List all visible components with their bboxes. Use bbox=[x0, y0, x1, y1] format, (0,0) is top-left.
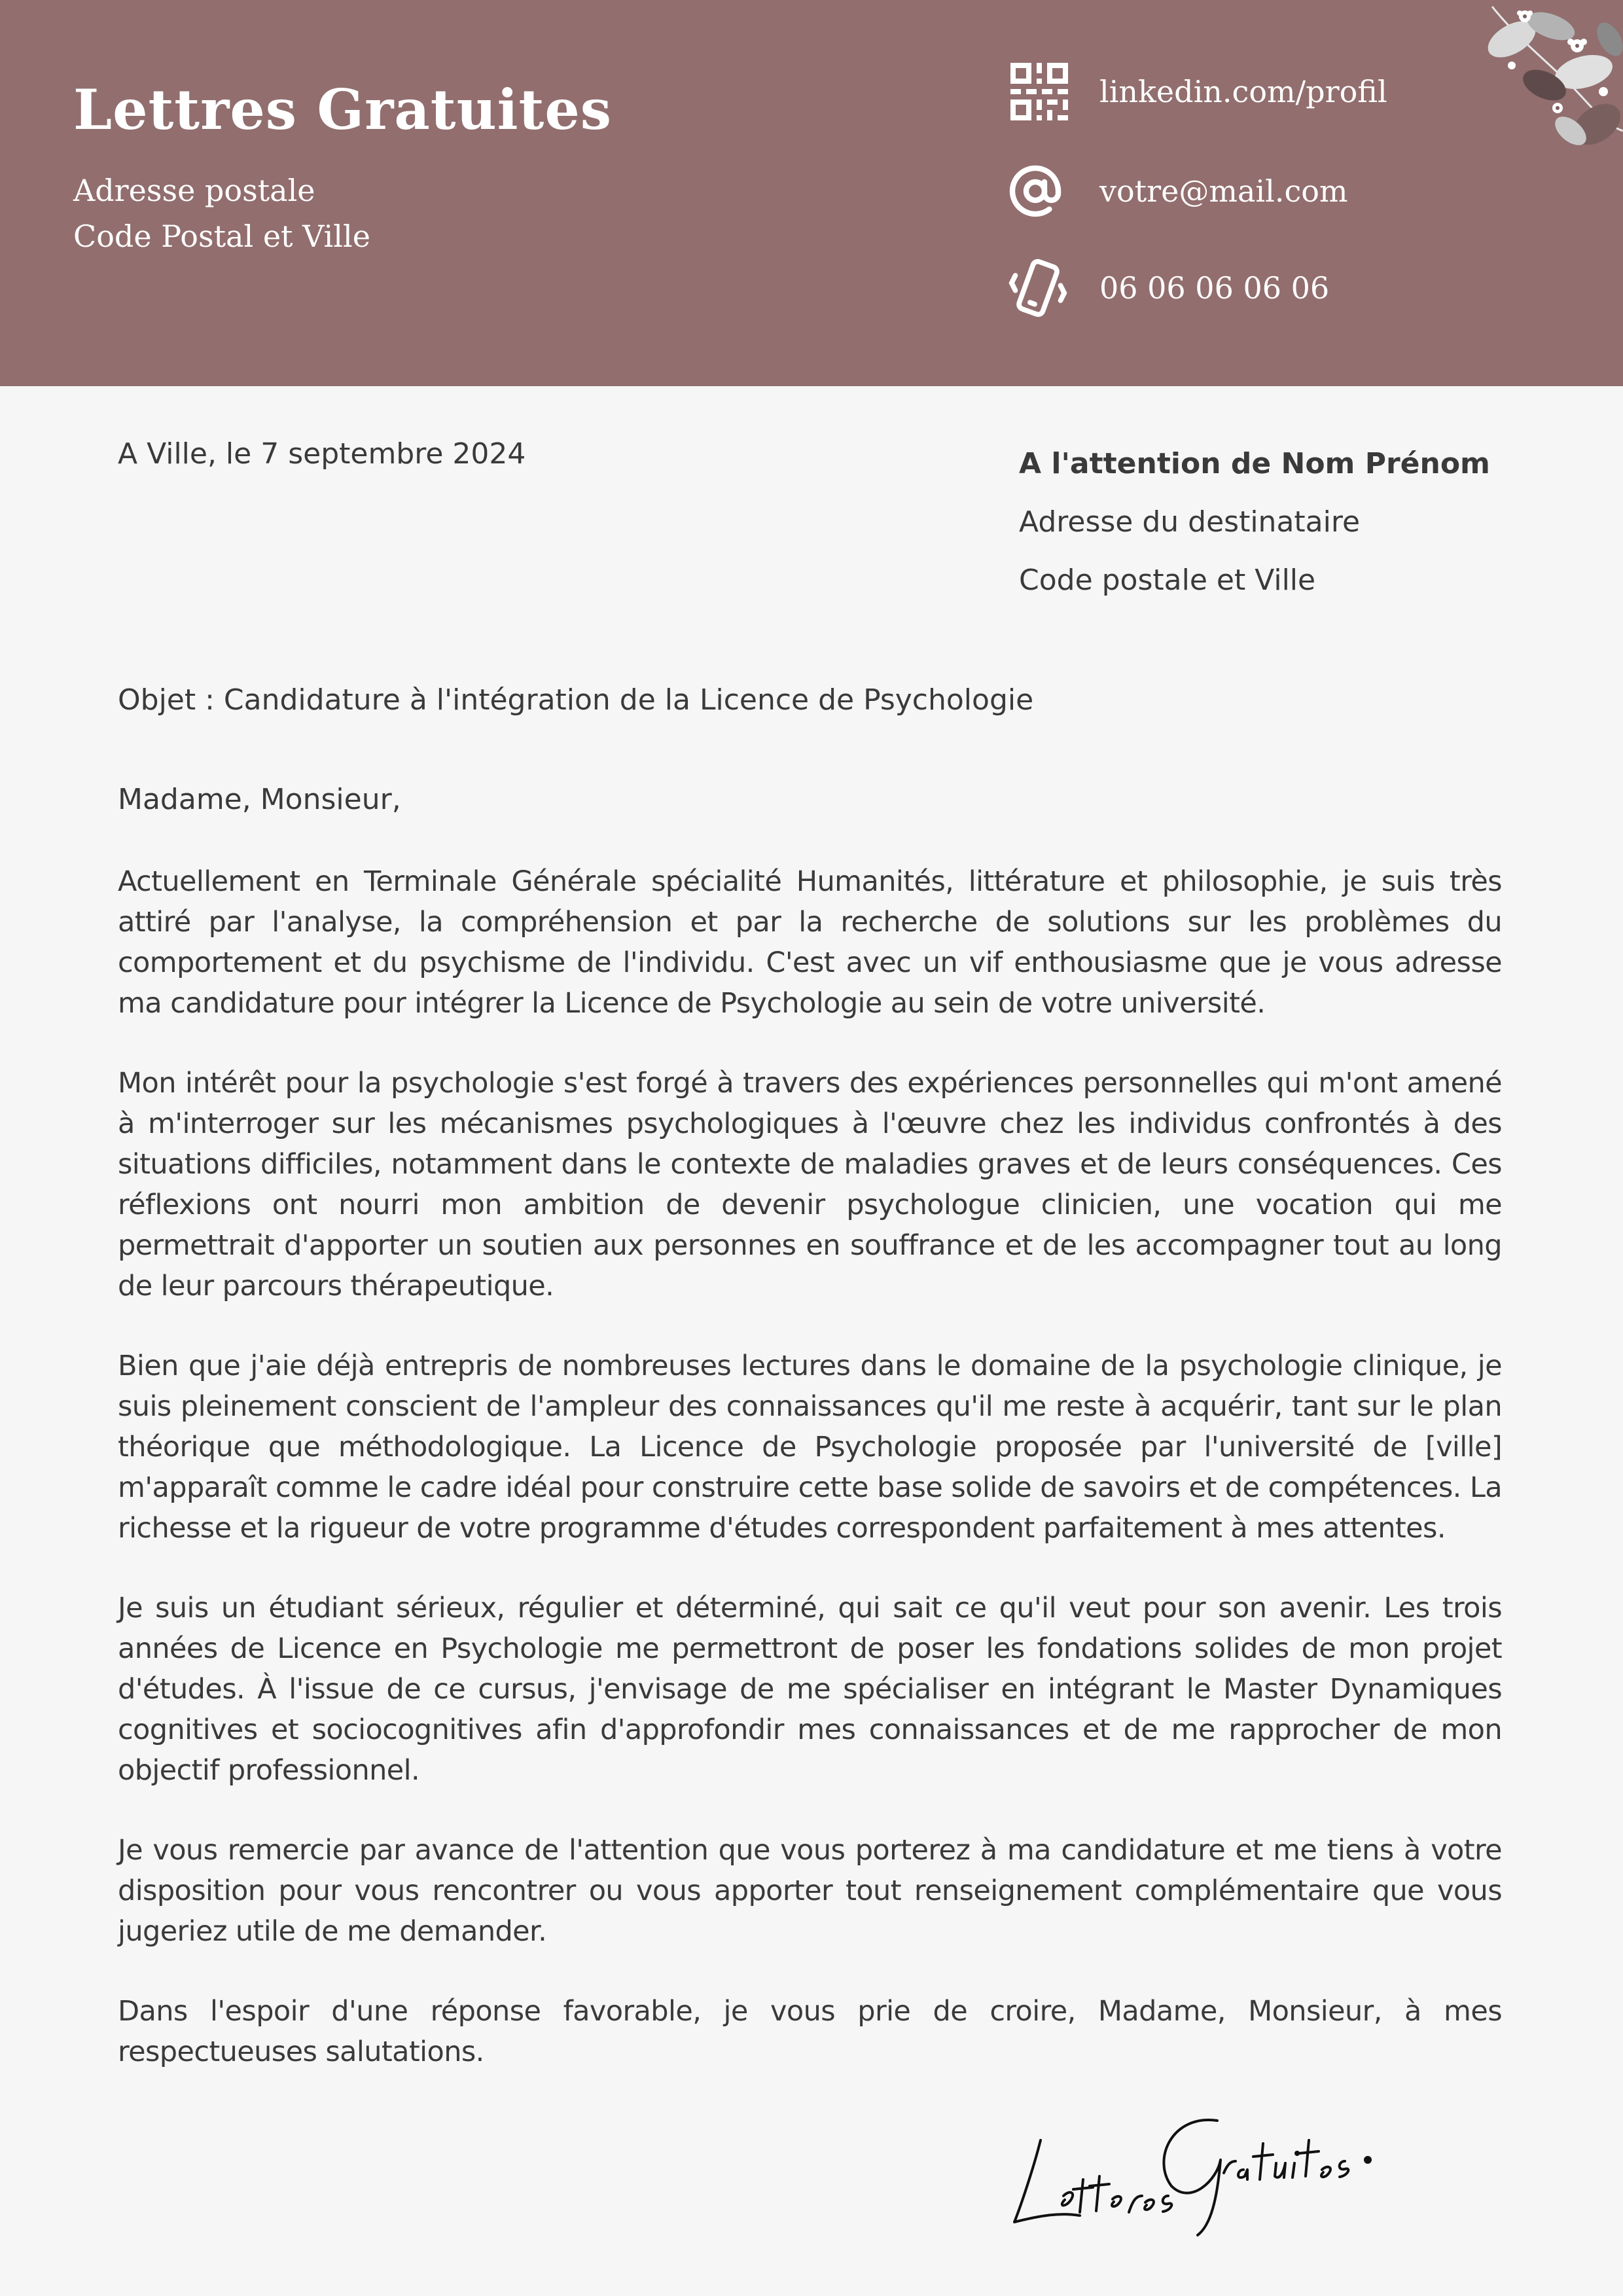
recipient-address: Adresse du destinataire bbox=[1019, 505, 1361, 539]
paragraph-4: Je suis un étudiant sérieux, régulier et déterminé, qui sait ce qu'il veut pour son avenir. Les trois années de Licence en Psychologie me permettront de poser les fondations solides de mon projet d'études. À l'issue de ce cursus, j'envisage de me spécialiser en intégrant le Master Dynamiques cognitives et sociocognitives afin d'approfondir mes connaissances et de me rapprocher de mon objectif professionnel. bbox=[118, 1592, 1502, 1787]
at-sign-icon bbox=[1008, 155, 1080, 227]
paragraph-5: Je vous remercie par avance de l'attention que vous porterez à ma candidature et me tiens à votre disposition pour vous rencontrer ou vous apporter tout renseignement complémentaire que vous jugeriez utile de me demander. bbox=[118, 1834, 1502, 1948]
paragraph-1: Actuellement en Terminale Générale spécialité Humanités, littérature et philosophie, je suis très attiré par l'analyse, la compréhension et par la recherche de solutions sur les problèmes du comportement et du psychisme de l'individu. C'est avec un vif enthousiasme que je vous adresse ma candidature pour intégrer la Licence de Psychologie au sein de votre université. bbox=[118, 865, 1502, 1020]
phone-icon bbox=[1008, 252, 1080, 324]
floral-decoration bbox=[1472, 0, 1623, 164]
qr-code-icon bbox=[1008, 56, 1080, 128]
letter-body bbox=[118, 861, 1502, 2111]
letter-date: A Ville, le 7 septembre 2024 bbox=[118, 437, 526, 471]
phone-text[interactable]: 06 06 06 06 06 bbox=[1099, 270, 1330, 306]
sender-address-line2: Code Postal et Ville bbox=[73, 219, 370, 254]
sender-name: Lettres Gratuites bbox=[73, 77, 613, 142]
recipient-name: A l'attention de Nom Prénom bbox=[1019, 447, 1490, 480]
sender-address bbox=[73, 168, 370, 259]
paragraph-3: Bien que j'aie déjà entrepris de nombreuses lectures dans le domaine de la psychologie clinique, je suis pleinement conscient de l'ampleur des connaissances qu'il me reste à acquérir, tant sur le plan théorique que méthodologique. La Licence de Psychologie proposée par l'université de [ville] m'apparaît comme le cadre idéal pour construire cette base solide de savoirs et de compétences. La richesse et la rigueur de votre programme d'études correspondent parfaitement à mes attentes. bbox=[118, 1350, 1502, 1545]
contact-phone[interactable] bbox=[1008, 252, 1505, 324]
linkedin-text[interactable]: linkedin.com/profil bbox=[1099, 74, 1387, 109]
recipient-city: Code postale et Ville bbox=[1019, 564, 1316, 597]
contact-linkedin[interactable] bbox=[1008, 56, 1505, 128]
contact-email[interactable] bbox=[1008, 155, 1505, 227]
email-text[interactable]: votre@mail.com bbox=[1099, 173, 1348, 209]
letter-header bbox=[0, 0, 1623, 386]
sender-address-line1: Adresse postale bbox=[73, 173, 315, 208]
recipient-block bbox=[1019, 435, 1490, 609]
paragraph-6: Dans l'espoir d'une réponse favorable, je vous prie de croire, Madame, Monsieur, à mes respectueuses salutations. bbox=[118, 1995, 1502, 2068]
handwritten-signature bbox=[1001, 2081, 1381, 2238]
paragraph-2: Mon intérêt pour la psychologie s'est forgé à travers des expériences personnelles qui m'ont amené à m'interroger sur les mécanismes psychologiques à l'œuvre chez les individus confrontés à des situations difficiles, notamment dans le contexte de maladies graves et de leurs conséquences. Ces réflexions ont nourri mon ambition de devenir psychologue clinicien, une vocation qui me permettrait d'apporter un soutien aux personnes en souffrance et de les accompagner tout au long de leur parcours thérapeutique. bbox=[118, 1067, 1502, 1302]
letter-subject: Objet : Candidature à l'intégration de la Licence de Psychologie bbox=[118, 683, 1034, 717]
letter-salutation: Madame, Monsieur, bbox=[118, 783, 401, 816]
